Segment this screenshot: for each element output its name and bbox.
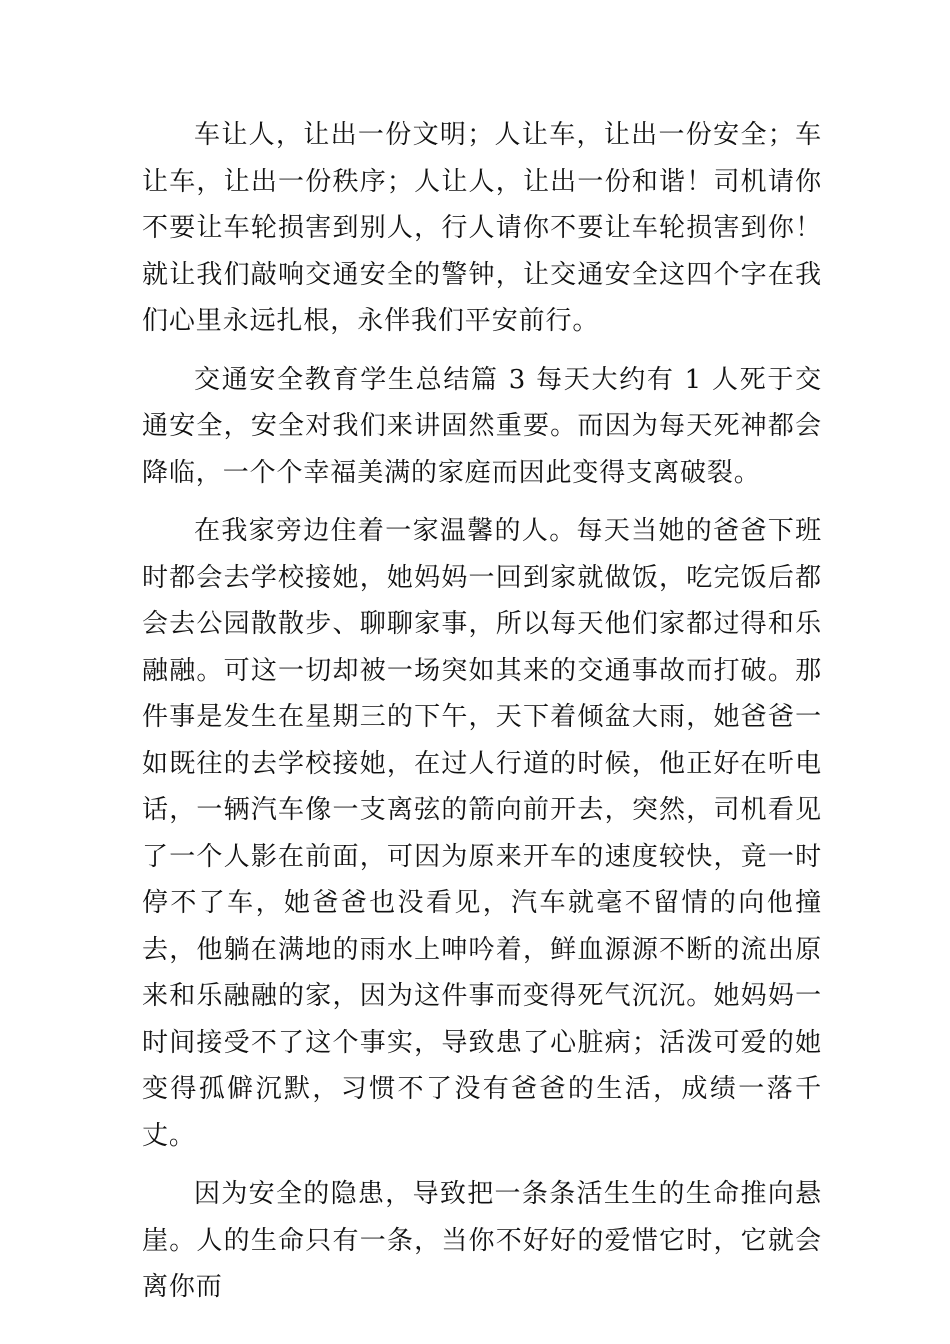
document-body [142, 112, 822, 1323]
paragraph-1: 车让人，让出一份文明；人让车，让出一份安全；车让车，让出一份秩序；人让人，让出一份和谐！司机请你不要让车轮损害到别人，行人请你不要让车轮损害到你！就让我们敲响交通安全的警钟，让交通安全这四个字在我们心里永远扎根，永伴我们平安前行。 [142, 120, 822, 336]
paragraph-3: 在我家旁边住着一家温馨的人。每天当她的爸爸下班时都会去学校接她，她妈妈一回到家就做饭，吃完饭后都会去公园散散步、聊聊家事，所以每天他们家都过得和乐融融。可这一切却被一场突如其来的交通事故而打破。那件事是发生在星期三的下午，天下着倾盆大雨，她爸爸一如既往的去学校接她，在过人行道的时候，他正好在听电话，一辆汽车像一支离弦的箭向前开去，突然，司机看见了一个人影在前面，可因为原来开车的速度较快，竟一时停不了车，她爸爸也没看见，汽车就毫不留情的向他撞去，他躺在满地的雨水上呻吟着，鲜血源源不断的流出原来和乐融融的家，因为这件事而变得死气沉沉。她妈妈一时间接受不了这个事实，导致患了心脏病；活泼可爱的她变得孤僻沉默，习惯不了没有爸爸的生活，成绩一落千丈。 [142, 516, 822, 1151]
paragraph-2: 交通安全教育学生总结篇 3 每天大约有 1 人死于交通安全，安全对我们来讲固然重要。而因为每天死神都会降临，一个个幸福美满的家庭而因此变得支离破裂。 [142, 364, 822, 488]
paragraph-4: 因为安全的隐患，导致把一条条活生生的生命推向悬崖。人的生命只有一条，当你不好好的爱惜它时，它就会离你而 [142, 1179, 822, 1302]
